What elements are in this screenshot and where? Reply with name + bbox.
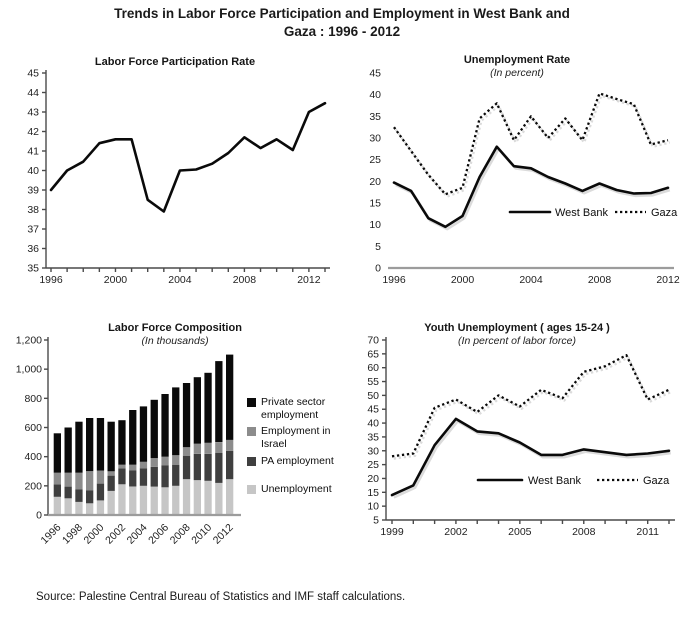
svg-text:45: 45 bbox=[369, 67, 381, 80]
svg-text:1996: 1996 bbox=[382, 274, 406, 286]
svg-text:West Bank: West Bank bbox=[528, 475, 581, 487]
svg-text:2004: 2004 bbox=[519, 274, 543, 286]
chart-title-lfpr: Labor Force Participation Rate bbox=[94, 56, 256, 68]
svg-text:2005: 2005 bbox=[508, 526, 532, 538]
svg-text:5: 5 bbox=[373, 514, 379, 527]
youth-unemployment-chart bbox=[350, 318, 684, 558]
svg-text:1,200: 1,200 bbox=[15, 334, 42, 347]
svg-text:1,000: 1,000 bbox=[15, 363, 42, 376]
svg-text:800: 800 bbox=[24, 392, 42, 405]
svg-text:35: 35 bbox=[27, 262, 39, 275]
svg-text:2008: 2008 bbox=[167, 521, 193, 547]
svg-text:1996: 1996 bbox=[38, 521, 64, 547]
legend-label-private-sector: Private sector employment bbox=[261, 396, 326, 422]
svg-text:45: 45 bbox=[367, 403, 379, 416]
panel-labor-force-composition bbox=[10, 318, 340, 570]
svg-text:0: 0 bbox=[36, 509, 42, 522]
svg-text:2008: 2008 bbox=[587, 274, 612, 286]
svg-text:2000: 2000 bbox=[450, 274, 475, 286]
chart-title-composition: Labor Force Composition bbox=[108, 322, 242, 334]
svg-text:44: 44 bbox=[27, 87, 39, 99]
svg-text:600: 600 bbox=[24, 422, 42, 434]
svg-text:2012: 2012 bbox=[210, 521, 236, 547]
svg-text:40: 40 bbox=[27, 165, 39, 177]
svg-text:55: 55 bbox=[367, 376, 379, 389]
chart-title-youth: Youth Unemployment ( ages 15-24 ) bbox=[424, 322, 610, 334]
svg-text:West Bank: West Bank bbox=[555, 207, 608, 219]
chart-subtitle-composition: (In thousands) bbox=[141, 335, 209, 347]
svg-text:2000: 2000 bbox=[103, 274, 128, 286]
svg-text:35: 35 bbox=[369, 110, 381, 123]
svg-text:10: 10 bbox=[367, 500, 379, 513]
figure-title-line1: Trends in Labor Force Participation and Employment in West Bank and bbox=[114, 6, 570, 21]
source-note: Source: Palestine Central Bureau of Statistics and IMF staff calculations. bbox=[36, 591, 406, 603]
svg-text:0: 0 bbox=[375, 262, 381, 275]
legend-label-pa-employment: PA employment bbox=[261, 454, 334, 467]
legend-swatch-private-sector bbox=[247, 398, 256, 407]
svg-text:42: 42 bbox=[27, 126, 39, 138]
svg-text:5: 5 bbox=[375, 240, 381, 253]
svg-text:2002: 2002 bbox=[444, 526, 468, 538]
legend-swatch-employment-israel bbox=[247, 427, 256, 436]
svg-text:1999: 1999 bbox=[380, 526, 404, 538]
svg-text:10: 10 bbox=[369, 219, 381, 232]
panel-youth-unemployment bbox=[350, 318, 684, 570]
legend-swatch-unemployment bbox=[247, 485, 256, 494]
svg-text:60: 60 bbox=[367, 362, 379, 375]
svg-text:20: 20 bbox=[367, 472, 379, 485]
svg-text:39: 39 bbox=[27, 184, 39, 197]
svg-text:15: 15 bbox=[367, 486, 379, 499]
svg-text:20: 20 bbox=[369, 175, 381, 188]
chart-subtitle-youth: (In percent of labor force) bbox=[458, 335, 576, 347]
svg-text:25: 25 bbox=[367, 459, 379, 472]
svg-text:30: 30 bbox=[369, 132, 381, 145]
svg-text:2006: 2006 bbox=[146, 521, 172, 547]
legend-label-employment-israel: Employment in Israel bbox=[261, 425, 331, 451]
svg-text:30: 30 bbox=[367, 445, 379, 458]
svg-text:2004: 2004 bbox=[124, 521, 150, 547]
figure-title bbox=[0, 5, 684, 40]
svg-text:200: 200 bbox=[24, 480, 42, 493]
svg-text:70: 70 bbox=[367, 334, 379, 347]
panel-labor-force-participation bbox=[10, 52, 340, 292]
svg-text:15: 15 bbox=[369, 197, 381, 210]
svg-text:2008: 2008 bbox=[572, 526, 596, 538]
svg-text:Gaza: Gaza bbox=[643, 475, 670, 487]
svg-text:2000: 2000 bbox=[81, 521, 107, 547]
panel-unemployment-rate bbox=[350, 52, 684, 292]
unemployment-rate-chart bbox=[350, 52, 684, 292]
svg-text:40: 40 bbox=[367, 417, 379, 430]
chart-subtitle-unemployment: (In percent) bbox=[490, 67, 544, 79]
figure-title-line2: Gaza : 1996 - 2012 bbox=[283, 23, 401, 39]
svg-text:65: 65 bbox=[367, 348, 379, 361]
svg-text:2002: 2002 bbox=[103, 521, 129, 547]
legend-item-pa-employment bbox=[247, 455, 343, 468]
svg-text:Gaza: Gaza bbox=[651, 207, 678, 219]
svg-text:1998: 1998 bbox=[60, 521, 86, 547]
svg-text:38: 38 bbox=[27, 204, 39, 216]
svg-text:400: 400 bbox=[24, 451, 42, 464]
svg-text:50: 50 bbox=[367, 389, 379, 402]
svg-text:2004: 2004 bbox=[168, 274, 192, 286]
legend-item-employment-israel bbox=[247, 425, 343, 451]
svg-text:1996: 1996 bbox=[39, 274, 63, 286]
legend-swatch-pa-employment bbox=[247, 457, 256, 466]
svg-text:37: 37 bbox=[27, 223, 39, 236]
svg-text:40: 40 bbox=[369, 89, 381, 102]
svg-text:2008: 2008 bbox=[232, 274, 257, 286]
legend-label-unemployment: Unemployment bbox=[261, 482, 332, 495]
labor-force-participation-chart bbox=[10, 52, 340, 292]
legend-item-private-sector bbox=[247, 396, 343, 422]
composition-legend bbox=[247, 396, 343, 499]
svg-text:25: 25 bbox=[369, 154, 381, 167]
svg-text:41: 41 bbox=[27, 145, 39, 158]
svg-text:36: 36 bbox=[27, 243, 39, 255]
svg-text:2010: 2010 bbox=[189, 521, 215, 547]
legend-item-unemployment bbox=[247, 483, 343, 496]
svg-text:2011: 2011 bbox=[636, 526, 659, 538]
svg-text:45: 45 bbox=[27, 67, 39, 80]
svg-text:43: 43 bbox=[27, 106, 39, 119]
chart-title-unemployment: Unemployment Rate bbox=[463, 54, 571, 66]
svg-text:2012: 2012 bbox=[656, 274, 680, 286]
svg-text:2012: 2012 bbox=[297, 274, 321, 286]
svg-text:35: 35 bbox=[367, 431, 379, 444]
